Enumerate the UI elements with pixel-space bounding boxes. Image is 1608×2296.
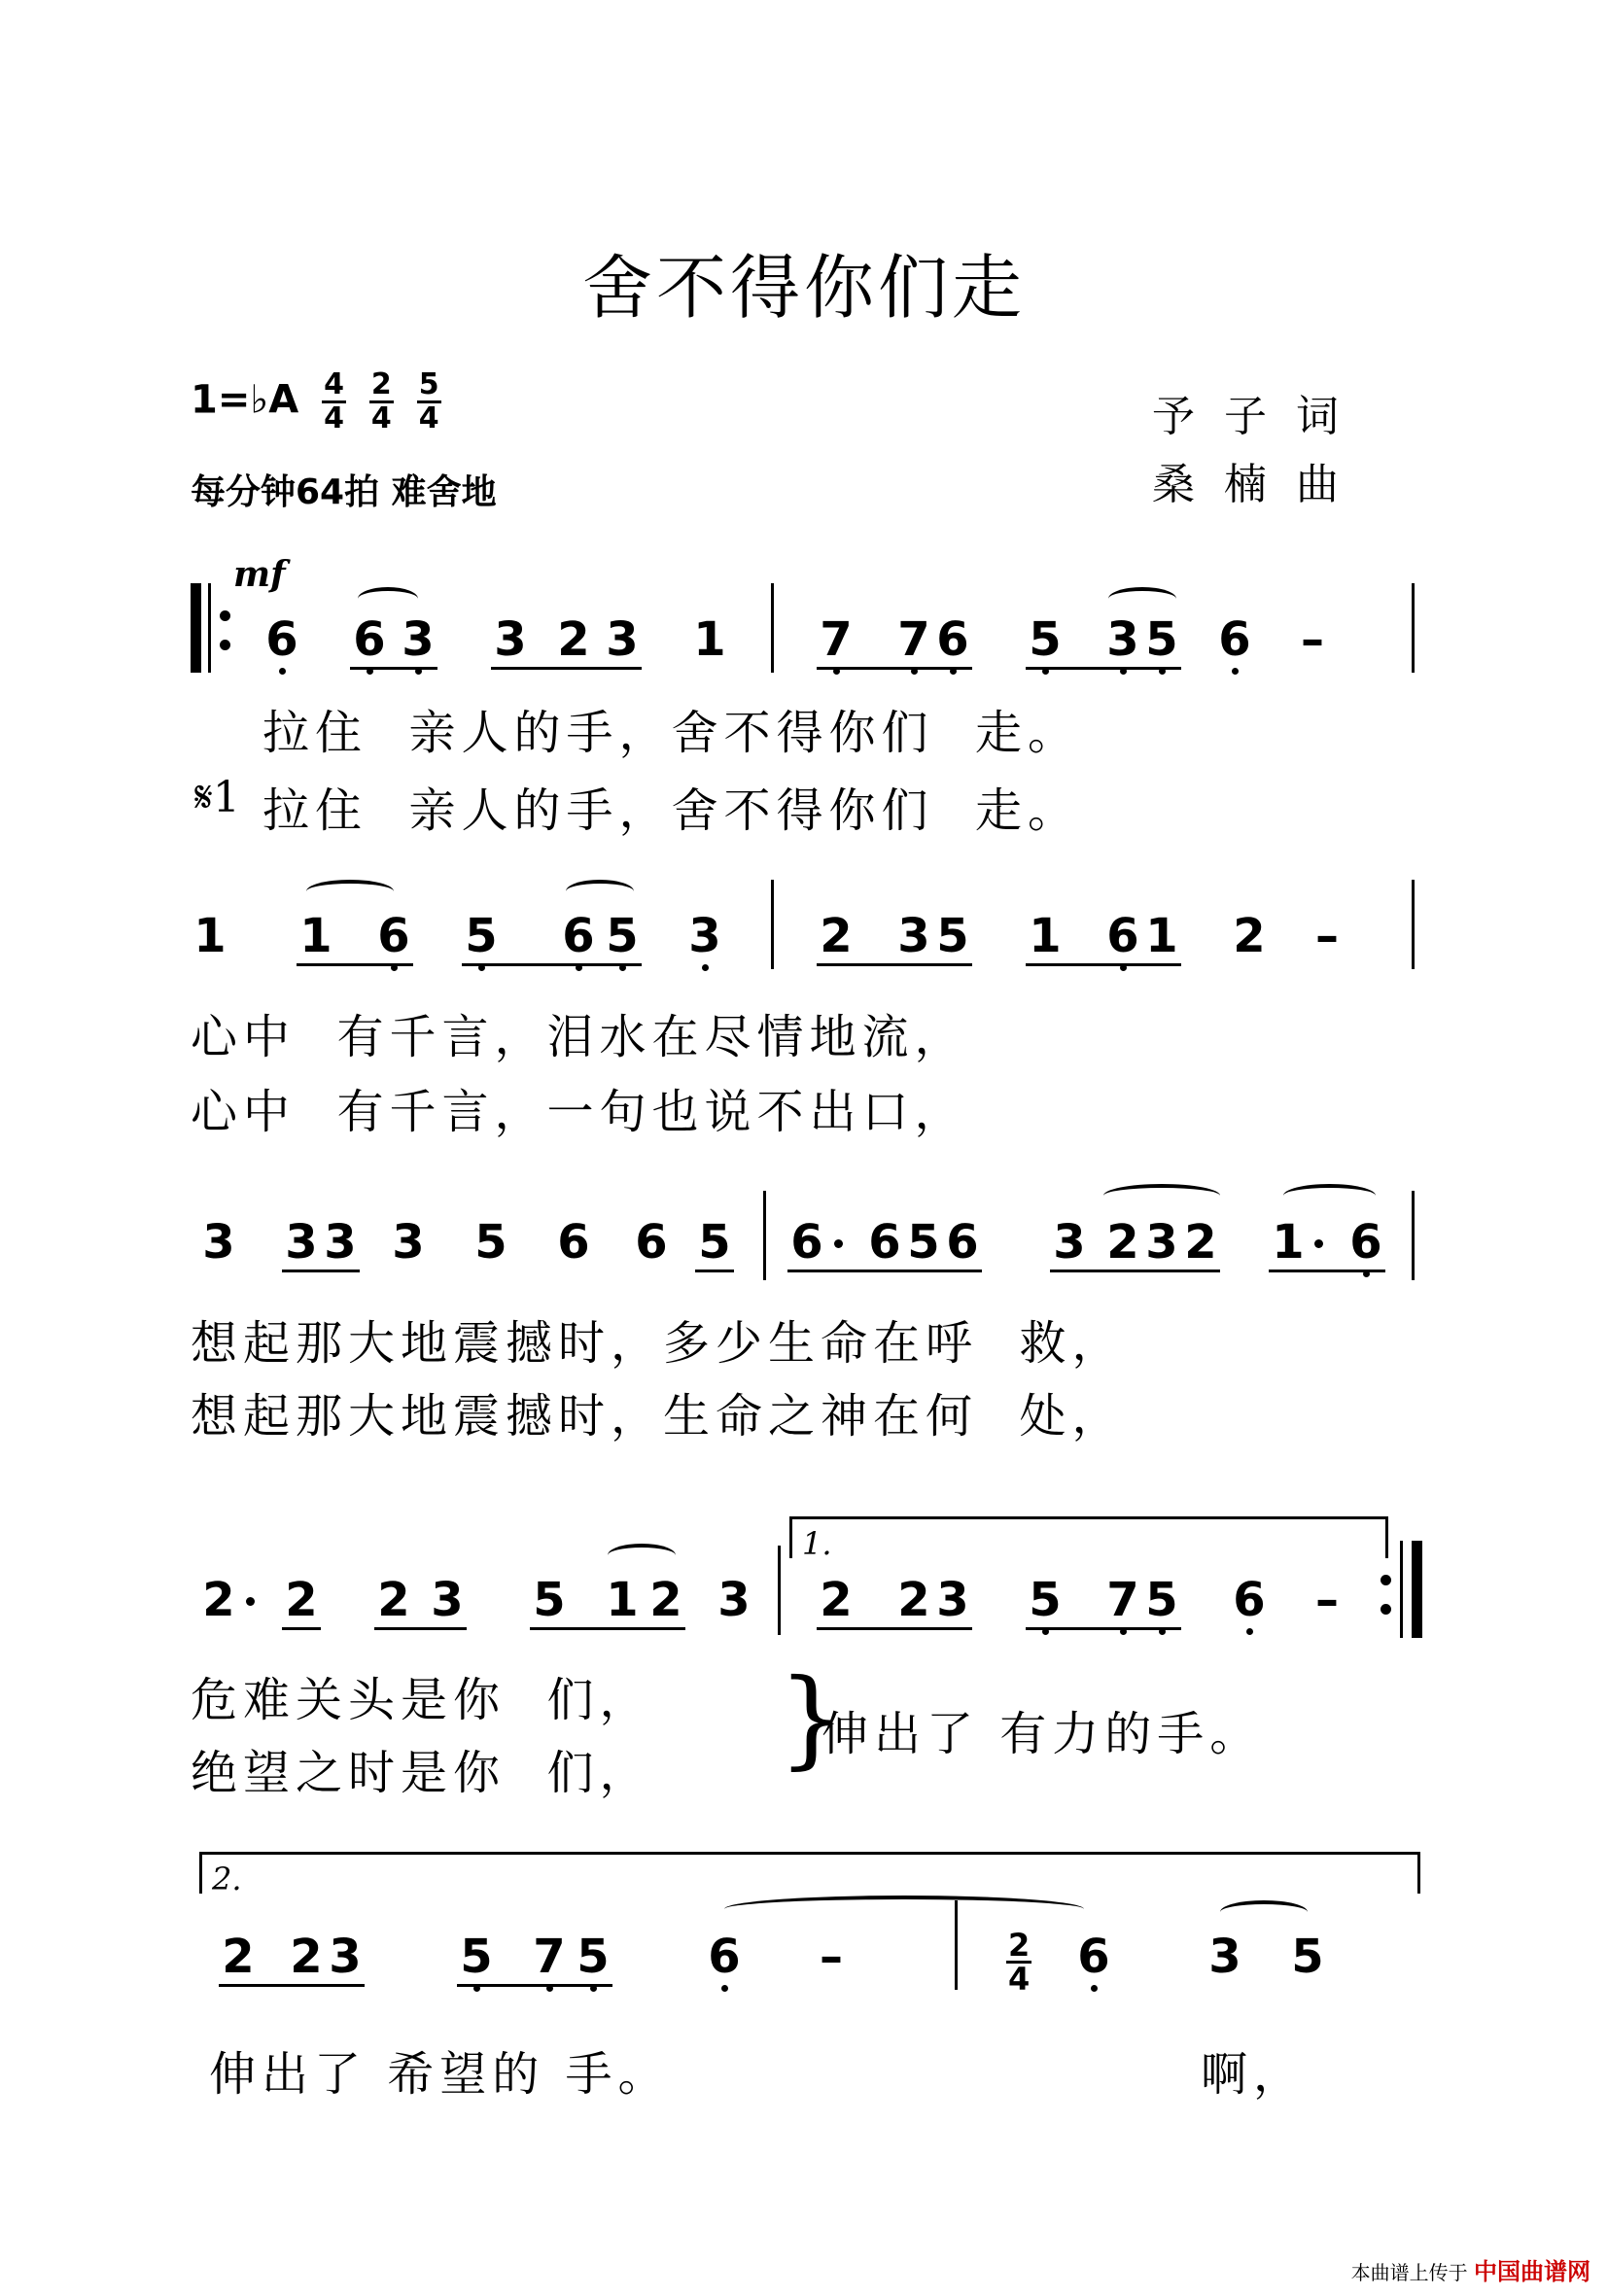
- slur: [1220, 1900, 1308, 1924]
- underline: [817, 963, 972, 966]
- note: 2: [649, 1573, 682, 1627]
- underline: [491, 667, 642, 670]
- note: 7: [894, 612, 933, 667]
- note: 5: [698, 1215, 731, 1270]
- second-ending-bracket: [199, 1852, 1420, 1897]
- slur: [1283, 1184, 1376, 1207]
- note: 3: [606, 612, 639, 667]
- note: 1: [606, 1573, 639, 1627]
- underline: [1269, 1270, 1385, 1272]
- note: 5: [474, 1215, 507, 1270]
- first-ending-bracket: [789, 1516, 1388, 1562]
- note: 3: [685, 909, 724, 963]
- note: 2: [1106, 1215, 1139, 1270]
- note: 1: [693, 612, 726, 667]
- note: 6: [1215, 612, 1254, 667]
- note: 2: [377, 1573, 410, 1627]
- key-label: 1=♭A: [191, 377, 299, 423]
- augmentation-dot: [1314, 1239, 1323, 1248]
- footer-brand[interactable]: 中国曲谱网: [1474, 2258, 1591, 2285]
- note: 3: [717, 1573, 751, 1627]
- note: 6: [946, 1215, 979, 1270]
- slur: [566, 880, 634, 903]
- note: 1: [1029, 909, 1062, 963]
- note: 6: [868, 1215, 901, 1270]
- footer-watermark: [1351, 2252, 1591, 2286]
- first-ending-label: 1.: [802, 1525, 832, 1562]
- note: 2: [290, 1930, 323, 1984]
- note: 5: [1291, 1930, 1324, 1984]
- barline: [771, 583, 774, 673]
- note: 5: [603, 909, 642, 963]
- note: 7: [1103, 1573, 1142, 1627]
- slur: [1108, 587, 1176, 610]
- note: 6: [374, 909, 413, 963]
- meter-1: $\frac{4}{4}$: [324, 367, 344, 435]
- slur: [1103, 1184, 1220, 1207]
- slur: [306, 880, 394, 903]
- lyrics-brace: }: [778, 1655, 846, 1780]
- note: 3: [329, 1930, 362, 1984]
- song-title: 舍不得你们走: [581, 247, 1026, 329]
- note: 7: [817, 612, 856, 667]
- underline: [219, 1984, 365, 1987]
- augmentation-dot: [834, 1239, 843, 1248]
- repeat-start-thin-barline: [208, 583, 211, 673]
- barline: [778, 1546, 781, 1635]
- note: 3: [399, 612, 437, 667]
- augmentation-dot: [246, 1597, 255, 1606]
- underline: [1026, 963, 1181, 966]
- underline: [817, 667, 972, 670]
- underline: [1026, 1627, 1181, 1630]
- underline: [462, 963, 642, 966]
- lyrics-verse1-line2: 心中 有千言，泪水在尽情地流，: [191, 1010, 967, 1064]
- note: 5: [936, 909, 969, 963]
- note: 5: [462, 909, 501, 963]
- meter-2: $\frac{2}{4}$: [370, 367, 392, 435]
- segno-sign: 𝄋1: [194, 773, 240, 822]
- note: 1: [193, 909, 227, 963]
- note: 5: [1142, 612, 1181, 667]
- underline: [787, 1270, 982, 1272]
- lyrics-verse2-line1: 拉住 亲人的手，舍不得你们 走。: [262, 783, 1081, 838]
- note: 2: [1233, 909, 1266, 963]
- dash: –: [1315, 909, 1339, 963]
- underline: [374, 1627, 467, 1630]
- note: 6: [559, 909, 598, 963]
- note: 6: [705, 1930, 744, 1984]
- footer-text: 本曲谱上传于: [1350, 2261, 1468, 2284]
- note: 6: [1346, 1215, 1385, 1270]
- note: 3: [1053, 1215, 1086, 1270]
- lyrics-line5: 伸出了 希望的 手。: [209, 2047, 671, 2102]
- lyrics-verse2-line4: 绝望之时是你 们，: [191, 1746, 652, 1800]
- note: 6: [262, 612, 301, 667]
- note: 6: [1074, 1930, 1113, 1984]
- note: 1: [1145, 909, 1178, 963]
- lyricist-credit: 予子词: [1152, 392, 1368, 441]
- dash: –: [1301, 612, 1324, 667]
- note: 3: [1103, 612, 1142, 667]
- note: 6: [635, 1215, 668, 1270]
- dash: –: [1315, 1573, 1339, 1627]
- note: 3: [936, 1573, 969, 1627]
- note: 2: [285, 1573, 318, 1627]
- note: 2: [222, 1930, 255, 1984]
- note: 7: [530, 1930, 569, 1984]
- note: 3: [202, 1215, 235, 1270]
- note: 2: [820, 909, 853, 963]
- note: 6: [1103, 909, 1142, 963]
- note: 5: [1142, 1573, 1181, 1627]
- note: 2: [1184, 1215, 1217, 1270]
- repeat-end-thin-barline: [1400, 1541, 1403, 1638]
- note: 2: [202, 1573, 235, 1627]
- note: 5: [574, 1930, 612, 1984]
- note: 6: [790, 1215, 823, 1270]
- lyrics-verse1-line3: 想起那大地震撼时，多少生命在呼 救，: [191, 1316, 1125, 1371]
- barline: [1412, 583, 1415, 673]
- lyrics-shared-line4: 伸出了 有力的手。: [821, 1707, 1263, 1761]
- note: 3: [285, 1215, 318, 1270]
- underline: [297, 963, 413, 966]
- note: 5: [907, 1215, 940, 1270]
- note: 6: [350, 612, 389, 667]
- note: 3: [494, 612, 527, 667]
- composer-credit: 桑楠曲: [1152, 460, 1368, 509]
- repeat-start-barline: [191, 583, 201, 673]
- key-signature: [191, 369, 441, 435]
- meter-change: $\frac{2}{4}$: [1008, 1927, 1031, 1998]
- barline: [763, 1191, 766, 1280]
- underline: [282, 1627, 321, 1630]
- repeat-end-barline: [1412, 1541, 1422, 1638]
- note: 5: [1026, 612, 1065, 667]
- note: 1: [1272, 1215, 1305, 1270]
- note: 3: [1208, 1930, 1241, 1984]
- lyrics-verse2-line2: 心中 有千言，一句也说不出口，: [191, 1085, 967, 1139]
- note: 3: [392, 1215, 425, 1270]
- underline: [817, 1627, 972, 1630]
- note: 3: [431, 1573, 464, 1627]
- underline: [350, 667, 437, 670]
- tie: [724, 1896, 1084, 1923]
- note: 6: [557, 1215, 590, 1270]
- dynamic-marking: mf: [233, 554, 286, 595]
- lyrics-line5-end: 啊，: [1201, 2047, 1307, 2102]
- underline: [457, 1984, 612, 1987]
- barline: [955, 1900, 958, 1990]
- note: 5: [1026, 1573, 1065, 1627]
- lyrics-verse2-line3: 想起那大地震撼时，生命之神在何 处，: [191, 1389, 1125, 1444]
- barline: [771, 880, 774, 969]
- note: 2: [820, 1573, 853, 1627]
- note: 2: [557, 612, 590, 667]
- underline: [695, 1270, 734, 1272]
- note: 5: [533, 1573, 566, 1627]
- tempo-marking: 每分钟64拍 难舍地: [191, 472, 497, 512]
- slur: [358, 587, 418, 610]
- note: 1: [299, 909, 332, 963]
- note: 6: [933, 612, 972, 667]
- note: 5: [457, 1930, 496, 1984]
- slur: [608, 1544, 676, 1567]
- barline: [1412, 1191, 1415, 1280]
- note: 3: [1145, 1215, 1178, 1270]
- dash: –: [820, 1930, 843, 1984]
- lyrics-verse1-line4: 危难关头是你 们，: [191, 1673, 652, 1727]
- note: 6: [1230, 1573, 1269, 1627]
- note: 3: [324, 1215, 357, 1270]
- underline: [1050, 1270, 1220, 1272]
- underline: [1026, 667, 1181, 670]
- lyrics-verse1-line1: 拉住 亲人的手，舍不得你们 走。: [262, 706, 1081, 760]
- note: 2: [897, 1573, 930, 1627]
- meter-3: $\frac{5}{4}$: [418, 367, 439, 435]
- underline: [530, 1627, 685, 1630]
- underline: [282, 1270, 360, 1272]
- note: 3: [897, 909, 930, 963]
- barline: [1412, 880, 1415, 969]
- second-ending-label: 2.: [212, 1861, 242, 1897]
